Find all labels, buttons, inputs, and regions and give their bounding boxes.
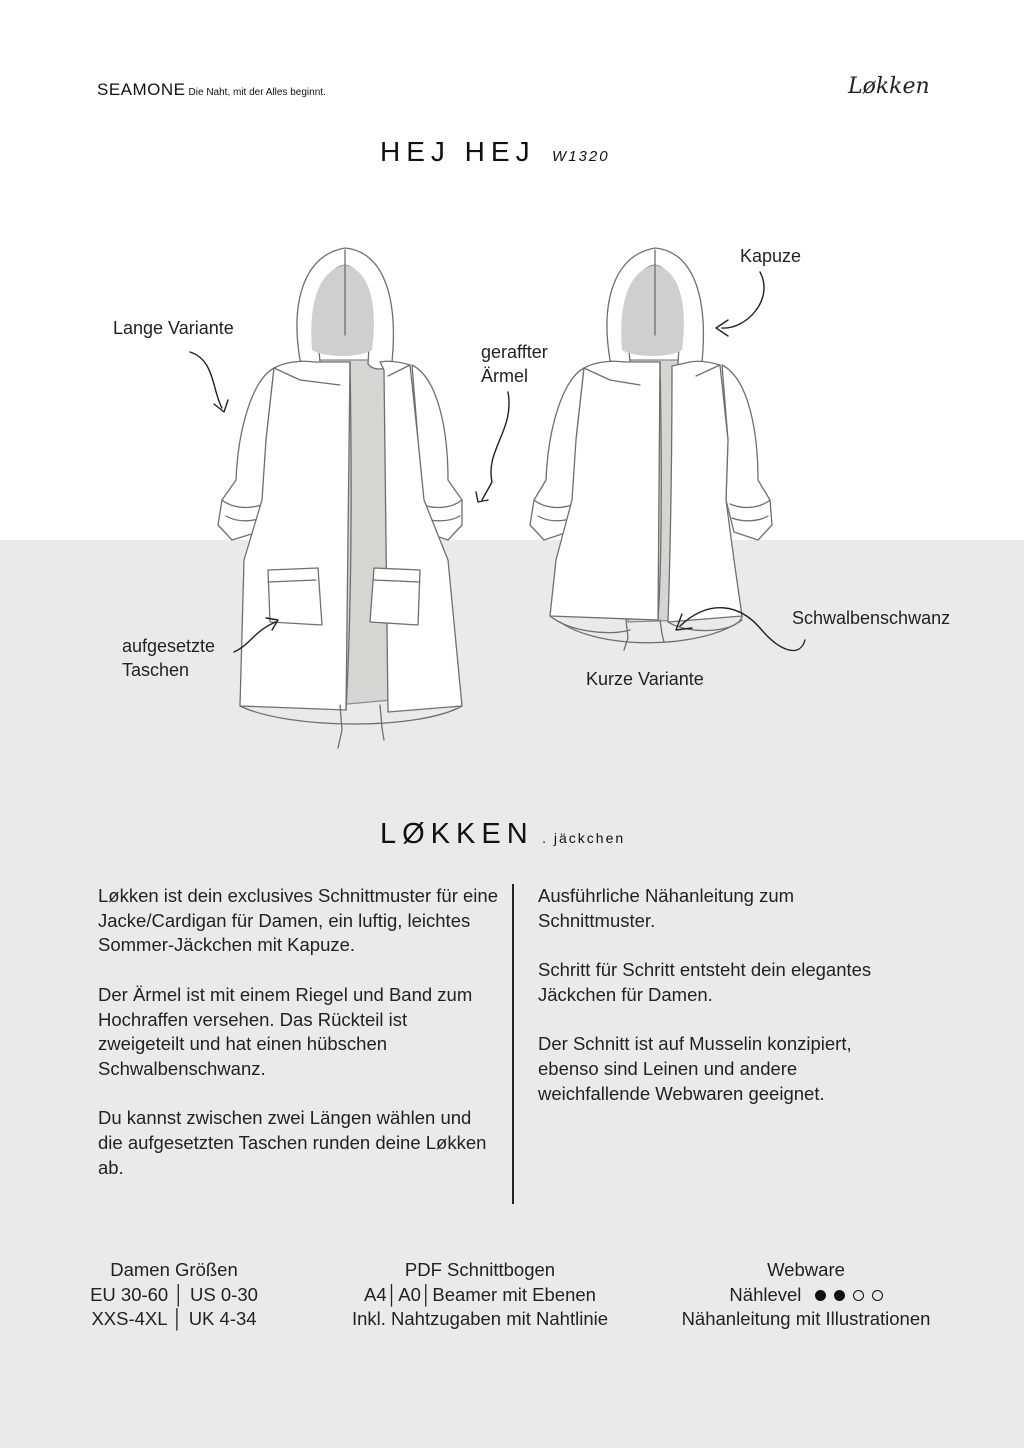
sizes-line2: XXS-4XL │ UK 4-34 [91, 1308, 257, 1330]
fabric-title: Webware [767, 1259, 845, 1280]
label-short-variant: Kurze Variante [586, 669, 704, 689]
pdf-line2: Inkl. Nahtzugaben mit Nahtlinie [351, 1308, 609, 1330]
sizes-title: Damen Größen [110, 1259, 238, 1280]
paragraph: Der Schnitt ist auf Musselin konzipiert, ebenso sind Leinen und andere weichfallende Webwaren geeignet. [538, 1033, 852, 1104]
label-swallowtail: Schwalbenschwanz [792, 608, 951, 628]
long-jacket-drawing [218, 248, 462, 748]
brand-tagline: Die Naht, mit der Alles beginnt. [188, 87, 326, 98]
label-gathered-sleeve-line1: geraffter [481, 342, 548, 362]
paragraph: Du kannst zwischen zwei Längen wählen und die aufgesetzten Taschen runden deine Løkken ab. [98, 1107, 487, 1178]
section-title [380, 818, 625, 851]
sewing-level-label: Nählevel [729, 1283, 802, 1305]
section-title-sub: . jäckchen [542, 830, 626, 846]
label-pockets-line1: aufgesetzte [122, 636, 216, 656]
paragraph: Der Ärmel ist mit einem Riegel und Band zum Hochraffen versehen. Das Rückteil ist zweigeteilt und hat einen hübschen Schwalbenschwanz. [98, 983, 473, 1079]
level-dot-filled [815, 1290, 826, 1301]
script-logo: Løkken [848, 74, 930, 99]
label-long-variant: Lange Variante [113, 318, 234, 338]
pdf-block [330, 1258, 630, 1332]
description-left [98, 884, 498, 1205]
fabric-line2: Nähanleitung mit Illustrationen [681, 1308, 931, 1330]
page-title [380, 136, 610, 168]
level-dot-empty [872, 1290, 883, 1301]
label-gathered-sleeve-line2: Ärmel [481, 366, 529, 386]
section-title-main: LØKKEN [380, 818, 534, 850]
column-divider [512, 884, 514, 1204]
brand-name: SEAMONE [97, 80, 186, 99]
jacket-illustration [0, 220, 1024, 780]
sewing-level [660, 1283, 952, 1308]
label-pockets-line2: Taschen [122, 660, 190, 680]
sewing-level-dots [815, 1290, 883, 1301]
level-dot-filled [834, 1290, 845, 1301]
description-right [538, 884, 898, 1131]
pdf-title: PDF Schnittbogen [404, 1259, 556, 1280]
title-text: HEJ HEJ [380, 136, 536, 167]
sizes-block [74, 1258, 274, 1332]
pdf-line1: A4│A0│Beamer mit Ebenen [364, 1283, 596, 1305]
short-jacket-drawing [530, 248, 772, 650]
fabric-block [660, 1258, 952, 1332]
level-dot-empty [853, 1290, 864, 1301]
sizes-line1: EU 30-60 │ US 0-30 [90, 1283, 258, 1305]
paragraph: Løkken ist dein exclusives Schnittmuster für eine Jacke/Cardigan für Damen, ein luftig, leichtes Sommer-Jäckchen mit Kapuze. [98, 885, 498, 956]
label-hood: Kapuze [740, 246, 802, 266]
pattern-code: W1320 [552, 148, 610, 165]
brand-logo [97, 80, 326, 100]
paragraph: Ausführliche Nähanleitung zum Schnittmuster. [538, 885, 795, 931]
paragraph: Schritt für Schritt entsteht dein elegantes Jäckchen für Damen. [538, 959, 872, 1005]
